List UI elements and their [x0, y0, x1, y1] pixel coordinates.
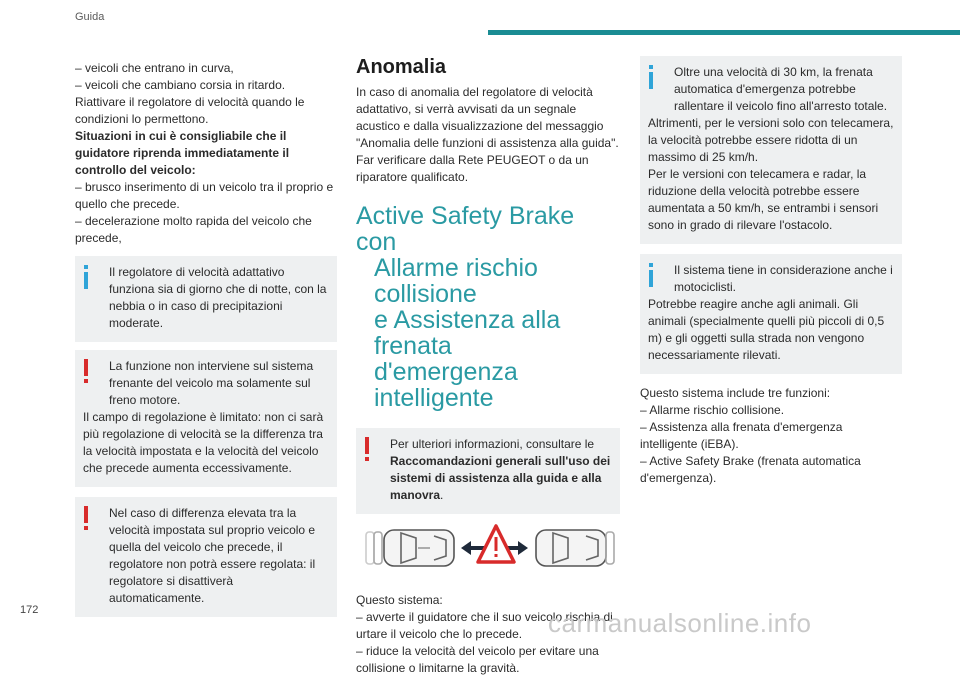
watermark: carmanualsonline.info — [548, 608, 812, 638]
info-note-speed — [640, 56, 902, 244]
section-title — [356, 203, 620, 411]
collision-illustration — [356, 522, 620, 582]
anomaly-text: In caso di anomalia del regolatore di velocità adattativo, si verrà avvisati da un segnale acustico e dalla visualizzazione del messaggio "Anomalia delle funzioni di assistenza alla guida". — [356, 85, 619, 150]
warning-icon — [365, 437, 369, 461]
system-item: – riduce la velocità del veicolo per evitare una collisione o limitarne la gravità. — [356, 644, 599, 675]
warning-note-text: Nel caso di differenza elevata tra la velocità impostata sul proprio veicolo e quella del veicolo che precede, il regolatore non potrà essere regolata: il regolatore si disattiverà automaticamente. — [109, 506, 316, 605]
warning-note-text: Il campo di regolazione è limitato: non ci sarà più regolazione di velocità se la differenza tra la velocità impostata e la velocità del veicolo che precede aumenta eccessivamente. — [83, 410, 324, 475]
warning-note-text-post: . — [440, 488, 444, 502]
warning-triangle-icon — [478, 526, 514, 562]
front-car-icon — [536, 530, 614, 566]
function-item: – Assistenza alla frenata d'emergenza intelligente (iEBA). — [640, 420, 843, 451]
info-icon — [649, 65, 653, 89]
info-note-motorcycles — [640, 254, 902, 374]
section-title-line: Allarme rischio collisione — [374, 254, 538, 308]
column-right — [640, 56, 902, 487]
section-title-line: d'emergenza intelligente — [374, 358, 518, 412]
reactivate-text: Riattivare il regolatore di velocità quando le condizioni lo permettono. — [75, 95, 305, 126]
info-note-adaptive — [75, 256, 337, 342]
functions-intro: Questo sistema include tre funzioni: — [640, 386, 831, 400]
intro-line: – veicoli che cambiano corsia in ritardo. — [75, 78, 286, 92]
info-icon — [649, 263, 653, 287]
warning-icon — [84, 359, 88, 383]
anomaly-heading: Anomalia — [356, 56, 447, 78]
intro-line: – veicoli che entrano in curva, — [75, 61, 234, 75]
section-title-line: Active Safety Brake con — [356, 202, 575, 256]
page-number: 172 — [20, 604, 39, 616]
info-note-text: Altrimenti, per le versioni solo con telecamera, la velocità potrebbe essere ridotta di un massimo di 25 km/h. — [648, 116, 894, 164]
info-icon — [84, 265, 88, 289]
info-note-text: Il regolatore di velocità adattativo funziona sia di giorno che di notte, con la nebbia o in caso di precipitazioni moderate. — [109, 265, 327, 330]
warning-note-difference — [75, 497, 337, 617]
section-title-line: e Assistenza alla frenata — [374, 306, 561, 360]
situations-heading: Situazioni in cui è consigliabile che il guidatore riprenda immediatamente il controllo del veicolo: — [75, 129, 290, 177]
column-middle — [356, 56, 620, 677]
warning-note-text — [364, 436, 612, 504]
info-note-text: Per le versioni con telecamera e radar, la riduzione della velocità potrebbe essere aumentata a 50 km/h, se entrambi i sensori sono in grado di rilevare l'ostacolo. — [648, 167, 879, 232]
function-item: – Active Safety Brake (frenata automatica d'emergenza). — [640, 454, 861, 485]
info-note-text: Oltre una velocità di 30 km, la frenata automatica d'emergenza potrebbe rallentare il veicolo fino all'arresto totale. — [674, 65, 888, 113]
system-intro: Questo sistema: — [356, 593, 443, 607]
running-header: Guida — [75, 11, 105, 23]
warning-note-recommendations — [356, 428, 620, 514]
situation-item: – decelerazione molto rapida del veicolo che precede, — [75, 214, 312, 245]
warning-icon — [84, 506, 88, 530]
anomaly-check: Far verificare dalla Rete PEUGEOT o da un riparatore qualificato. — [356, 153, 589, 184]
warning-note-text: La funzione non interviene sul sistema frenante del veicolo ma solamente sul freno motore. — [109, 359, 314, 407]
warning-note-brake — [75, 350, 337, 487]
rear-car-icon — [366, 530, 454, 566]
function-item: – Allarme rischio collisione. — [640, 403, 785, 417]
system-item: – avverte il guidatore che il suo veicolo rischia di urtare il veicolo che lo precede. — [356, 610, 613, 641]
recommendations-link-text: Raccomandazioni generali sull'uso dei sistemi di assistenza alla guida e alla manovra — [390, 454, 611, 502]
warning-note-text-pre: Per ulteriori informazioni, consultare le — [390, 437, 595, 451]
header-accent-bar — [488, 30, 960, 35]
info-note-text: Il sistema tiene in considerazione anche i motociclisti. — [674, 263, 893, 294]
column-left — [75, 60, 337, 617]
info-note-text: Potrebbe reagire anche agli animali. Gli animali (specialmente quelli più piccoli di 0,5 m) e gli oggetti sulla strada non vengono necessariamente rilevati. — [648, 297, 885, 362]
situation-item: – brusco inserimento di un veicolo tra il proprio e quello che precede. — [75, 180, 334, 211]
